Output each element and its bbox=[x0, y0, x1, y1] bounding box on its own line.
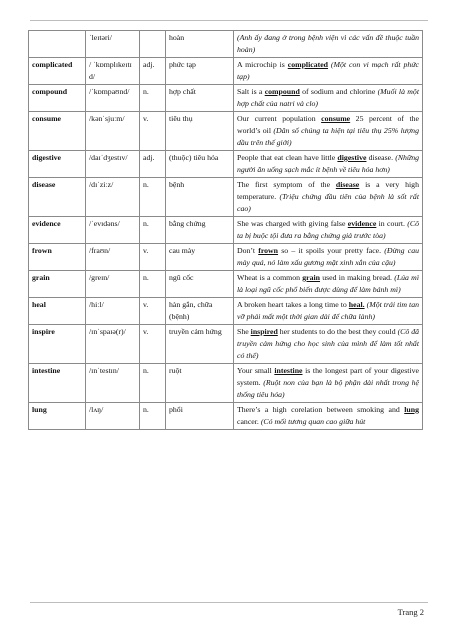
example-text: A microchip is bbox=[237, 60, 288, 69]
example-text: People that eat clean have little bbox=[237, 153, 338, 162]
example-translation: (Lúa mì là loại ngũ cốc phổ biến được dùng để làm bánh mì) bbox=[237, 273, 419, 294]
example-sentence bbox=[234, 403, 423, 430]
part-of-speech: v. bbox=[140, 325, 166, 364]
example-sentence bbox=[234, 31, 423, 58]
example-keyword: compound bbox=[264, 87, 300, 96]
pronunciation: /daɪˈdʒestɪv/ bbox=[86, 151, 140, 178]
example-text: The first symptom of the bbox=[237, 180, 336, 189]
example-sentence bbox=[234, 85, 423, 112]
example-text: is a very high temperature. bbox=[237, 180, 419, 201]
vocab-word bbox=[29, 31, 86, 58]
vietnamese-meaning: ruột bbox=[166, 364, 234, 403]
table-row bbox=[29, 58, 423, 85]
example-text: used in making bread. bbox=[320, 273, 395, 282]
example-translation: (Có mối tương quan cao giữa hút bbox=[260, 417, 366, 426]
example-sentence bbox=[234, 271, 423, 298]
vietnamese-meaning: hàn gắn, chữa (bệnh) bbox=[166, 298, 234, 325]
vocab-word: intestine bbox=[29, 364, 86, 403]
example-sentence bbox=[234, 217, 423, 244]
example-translation: (Muối là một hợp chất của natri và clo) bbox=[237, 87, 419, 108]
example-text: Salt is a bbox=[237, 87, 265, 96]
vocab-word: evidence bbox=[29, 217, 86, 244]
table-row bbox=[29, 85, 423, 112]
pronunciation: /fraʊn/ bbox=[86, 244, 140, 271]
table-row bbox=[29, 403, 423, 430]
table-row bbox=[29, 325, 423, 364]
example-sentence bbox=[234, 178, 423, 217]
vietnamese-meaning: (thuộc) tiêu hóa bbox=[166, 151, 234, 178]
example-translation: (Những người ăn uống sạch mắc ít bệnh về tiêu hóa hơn) bbox=[237, 153, 419, 174]
example-keyword: inspired bbox=[250, 327, 278, 336]
example-sentence bbox=[234, 325, 423, 364]
example-translation: (Dân số chúng ta hiện tại tiêu thụ 25% lượng dầu trên thế giới) bbox=[237, 126, 419, 147]
pronunciation: /ˈevɪdəns/ bbox=[86, 217, 140, 244]
example-text: disease. bbox=[366, 153, 396, 162]
example-translation: (Triệu chứng đầu tiên của bệnh là sốt rất cao) bbox=[237, 192, 419, 213]
vocab-word: frown bbox=[29, 244, 86, 271]
example-keyword: disease bbox=[335, 180, 360, 189]
example-translation: (Cô đã truyền cảm hứng cho học sinh của mình để làm tốt nhất có thể) bbox=[237, 327, 420, 360]
vietnamese-meaning: tiêu thụ bbox=[166, 112, 234, 151]
example-keyword: digestive bbox=[337, 153, 367, 162]
example-text: She was charged with giving false bbox=[237, 219, 348, 228]
example-text: in court. bbox=[376, 219, 408, 228]
part-of-speech: adj. bbox=[140, 58, 166, 85]
part-of-speech: v. bbox=[140, 298, 166, 325]
example-text: of sodium and chlorine bbox=[299, 87, 378, 96]
part-of-speech bbox=[140, 31, 166, 58]
part-of-speech: n. bbox=[140, 85, 166, 112]
example-translation: (Một con vi mạch rất phức tạp) bbox=[237, 60, 419, 81]
example-text: cancer. bbox=[237, 417, 261, 426]
example-translation: (Cô ta bị buộc tội đưa ra bằng chứng giả trước tòa) bbox=[237, 219, 419, 240]
example-text: Wheat is a common bbox=[237, 273, 303, 282]
example-sentence bbox=[234, 112, 423, 151]
example-translation: (Ruột non của bạn là bộ phận dài nhất trong hệ thống tiêu hóa) bbox=[237, 378, 419, 399]
part-of-speech: v. bbox=[140, 112, 166, 151]
vietnamese-meaning: phổi bbox=[166, 403, 234, 430]
table-row bbox=[29, 112, 423, 151]
vietnamese-meaning: cau mày bbox=[166, 244, 234, 271]
example-text: She bbox=[237, 327, 251, 336]
table-row bbox=[29, 364, 423, 403]
vietnamese-meaning: ngũ cốc bbox=[166, 271, 234, 298]
vocab-word: consume bbox=[29, 112, 86, 151]
example-keyword: complicated bbox=[287, 60, 329, 69]
vietnamese-meaning: phức tạp bbox=[166, 58, 234, 85]
example-sentence bbox=[234, 364, 423, 403]
example-translation: (Anh ấy đang ở trong bệnh viện vì các vấn đề thuộc tuần hoàn) bbox=[237, 33, 419, 54]
example-text: her students to do the best they could bbox=[277, 327, 398, 336]
example-keyword: grain bbox=[302, 273, 321, 282]
example-text: A broken heart takes a long time to bbox=[237, 300, 349, 309]
example-keyword: evidence bbox=[347, 219, 377, 228]
vocab-word: lung bbox=[29, 403, 86, 430]
vocab-word: heal bbox=[29, 298, 86, 325]
example-sentence bbox=[234, 151, 423, 178]
example-translation: (Một trái tim tan vỡ phải mất một thời gian dài để chữa lành) bbox=[237, 300, 420, 321]
vietnamese-meaning: bằng chứng bbox=[166, 217, 234, 244]
table-row bbox=[29, 298, 423, 325]
pronunciation: /kənˈsjuːm/ bbox=[86, 112, 140, 151]
vocab-word: compound bbox=[29, 85, 86, 112]
example-text: Don’t bbox=[237, 246, 259, 255]
part-of-speech: n. bbox=[140, 178, 166, 217]
vocab-word: inspire bbox=[29, 325, 86, 364]
example-sentence bbox=[234, 244, 423, 271]
pronunciation: /ɪnˈspaɪə(r)/ bbox=[86, 325, 140, 364]
pronunciation: /lʌŋ/ bbox=[86, 403, 140, 430]
example-sentence bbox=[234, 58, 423, 85]
vocab-word: grain bbox=[29, 271, 86, 298]
vocabulary-table-body bbox=[29, 31, 423, 430]
table-row bbox=[29, 178, 423, 217]
vietnamese-meaning: hoàn bbox=[166, 31, 234, 58]
example-keyword: heal. bbox=[348, 300, 365, 309]
example-text: 25 percent of the world’s oil bbox=[237, 114, 419, 135]
example-keyword: lung bbox=[404, 405, 419, 414]
example-sentence bbox=[234, 298, 423, 325]
part-of-speech: n. bbox=[140, 271, 166, 298]
vietnamese-meaning: bệnh bbox=[166, 178, 234, 217]
footer-rule bbox=[30, 602, 428, 603]
example-text: Our current population bbox=[237, 114, 322, 123]
example-text: Your small bbox=[237, 366, 275, 375]
vietnamese-meaning: hợp chất bbox=[166, 85, 234, 112]
header-rule bbox=[30, 20, 428, 21]
table-row bbox=[29, 151, 423, 178]
pronunciation: /ɪnˈtestɪn/ bbox=[86, 364, 140, 403]
pronunciation: /dɪˈziːz/ bbox=[86, 178, 140, 217]
vietnamese-meaning: truyền cảm hứng bbox=[166, 325, 234, 364]
example-text: is the longest part of your digestive system. bbox=[237, 366, 419, 387]
example-keyword: frown bbox=[258, 246, 279, 255]
vocabulary-table bbox=[28, 30, 423, 430]
page-number: Trang 2 bbox=[397, 607, 424, 617]
pronunciation: ˈleɪtəri/ bbox=[86, 31, 140, 58]
example-text: so – it spoils your pretty face. bbox=[278, 246, 385, 255]
pronunciation: /ˈkɒmpaʊnd/ bbox=[86, 85, 140, 112]
table-row bbox=[29, 271, 423, 298]
vocab-word: digestive bbox=[29, 151, 86, 178]
vocab-word: disease bbox=[29, 178, 86, 217]
part-of-speech: n. bbox=[140, 364, 166, 403]
example-translation: (Đừng cau mày quá, nó làm xấu gương mặt xinh xắn của cậu) bbox=[237, 246, 419, 267]
part-of-speech: adj. bbox=[140, 151, 166, 178]
part-of-speech: n. bbox=[140, 217, 166, 244]
part-of-speech: v. bbox=[140, 244, 166, 271]
vocab-word: complicated bbox=[29, 58, 86, 85]
example-keyword: consume bbox=[321, 114, 351, 123]
pronunciation: /greɪn/ bbox=[86, 271, 140, 298]
table-row bbox=[29, 244, 423, 271]
pronunciation: / ˈkɒmplɪkeɪtɪ d/ bbox=[86, 58, 140, 85]
example-text: There’s a high corelation between smoking and bbox=[237, 405, 405, 414]
table-row bbox=[29, 217, 423, 244]
part-of-speech: n. bbox=[140, 403, 166, 430]
table-row bbox=[29, 31, 423, 58]
example-keyword: intestine bbox=[274, 366, 303, 375]
pronunciation: /hiːl/ bbox=[86, 298, 140, 325]
